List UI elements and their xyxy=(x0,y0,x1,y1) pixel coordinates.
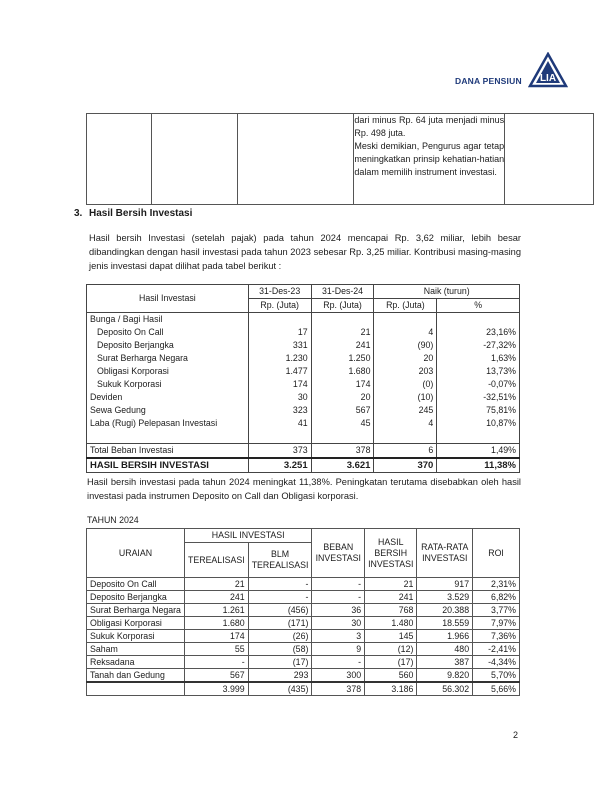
table-cell: 1,49% xyxy=(437,444,520,459)
table-cell: 378 xyxy=(312,682,365,696)
table-cell xyxy=(248,313,311,327)
table-cell: 378 xyxy=(311,444,374,459)
table-cell: - xyxy=(248,591,312,604)
table-cell: 10,87% xyxy=(437,417,520,430)
table-cell: 241 xyxy=(184,591,248,604)
note-line-2: Meski demikian, Pengurus agar tetap meningkatkan prinsip kehatian-hatian dalam memilih instrument investasi. xyxy=(354,141,505,177)
table-cell xyxy=(87,430,249,444)
total-row xyxy=(87,682,520,696)
table-cell: 18.559 xyxy=(417,617,473,630)
table-cell: (26) xyxy=(248,630,312,643)
table-row xyxy=(87,365,520,378)
table-cell: -32,51% xyxy=(437,391,520,404)
table-row xyxy=(87,578,520,591)
previous-table-continuation xyxy=(86,113,594,205)
table-cell: Sewa Gedung xyxy=(87,404,249,417)
table-cell: 3.529 xyxy=(417,591,473,604)
table-cell: 11,38% xyxy=(437,458,520,473)
table-cell: 203 xyxy=(374,365,437,378)
table-cell: 56.302 xyxy=(417,682,473,696)
logo-text: LIA xyxy=(539,73,557,84)
table-cell: 20 xyxy=(374,352,437,365)
col-header-naik: Naik (turun) xyxy=(374,285,520,299)
unit-header: Rp. (Juta) xyxy=(311,299,374,313)
col-header-hasil-bersih: HASIL BERSIH INVESTASI xyxy=(365,529,417,578)
table-cell xyxy=(374,430,437,444)
table-cell xyxy=(248,430,311,444)
table-row xyxy=(87,285,520,299)
roi-table xyxy=(86,528,520,696)
table-cell: 1.477 xyxy=(248,365,311,378)
table-cell: 3 xyxy=(312,630,365,643)
table-cell: 7,97% xyxy=(473,617,520,630)
table-cell: 560 xyxy=(365,669,417,683)
table-row xyxy=(87,430,520,444)
table-cell: 5,70% xyxy=(473,669,520,683)
brand-name: DANA PENSIUN xyxy=(455,76,522,86)
table-cell: 1.966 xyxy=(417,630,473,643)
table-cell xyxy=(87,682,185,696)
table-cell: -27,32% xyxy=(437,339,520,352)
unit-header: % xyxy=(437,299,520,313)
table-cell: 30 xyxy=(248,391,311,404)
table-cell: 145 xyxy=(365,630,417,643)
table-cell: Deviden xyxy=(87,391,249,404)
table-cell: (90) xyxy=(374,339,437,352)
unit-header: Rp. (Juta) xyxy=(374,299,437,313)
table-cell: 21 xyxy=(311,326,374,339)
table-row xyxy=(87,326,520,339)
col-header-beban: BEBAN INVESTASI xyxy=(312,529,365,578)
note-line-1: dari minus Rp. 64 juta menjadi minus Rp. 498 juta. xyxy=(354,115,505,138)
table-cell: (171) xyxy=(248,617,312,630)
group-label: Bunga / Bagi Hasil xyxy=(87,313,249,327)
table-cell: 3.251 xyxy=(248,458,311,473)
table-row xyxy=(87,669,520,683)
table-cell: 7,36% xyxy=(473,630,520,643)
col-header-uraian: URAIAN xyxy=(87,529,185,578)
table-cell: 30 xyxy=(312,617,365,630)
table-cell: (456) xyxy=(248,604,312,617)
hasil-bersih-row xyxy=(87,458,520,473)
page-number: 2 xyxy=(513,730,519,740)
table-cell: Saham xyxy=(87,643,185,656)
table-row xyxy=(87,339,520,352)
table-cell: Surat Berharga Negara xyxy=(87,604,185,617)
table-row xyxy=(87,656,520,669)
table-row xyxy=(87,604,520,617)
empty-cell xyxy=(151,114,237,205)
table-cell: 21 xyxy=(184,578,248,591)
table-row xyxy=(87,313,520,327)
table-cell: (12) xyxy=(365,643,417,656)
empty-cell xyxy=(237,114,354,205)
col-header-2023: 31-Des-23 xyxy=(248,285,311,299)
table-cell: Total Beban Investasi xyxy=(87,444,249,459)
table-cell: 480 xyxy=(417,643,473,656)
table-cell: (435) xyxy=(248,682,312,696)
table-cell: -2,41% xyxy=(473,643,520,656)
table-cell: 6 xyxy=(374,444,437,459)
col-header-2024: 31-Des-24 xyxy=(311,285,374,299)
table-cell: 768 xyxy=(365,604,417,617)
table-cell: 55 xyxy=(184,643,248,656)
table-cell: Deposito On Call xyxy=(87,578,185,591)
table-row xyxy=(87,378,520,391)
table-cell: 1.680 xyxy=(311,365,374,378)
table-cell: 3.186 xyxy=(365,682,417,696)
table-cell: 174 xyxy=(311,378,374,391)
table-cell: 20.388 xyxy=(417,604,473,617)
table-row xyxy=(87,352,520,365)
table-cell: Tanah dan Gedung xyxy=(87,669,185,683)
table-cell: 370 xyxy=(374,458,437,473)
table-cell: -4,34% xyxy=(473,656,520,669)
total-beban-row xyxy=(87,444,520,459)
company-logo xyxy=(528,52,568,88)
table-cell: 4 xyxy=(374,417,437,430)
table-cell: (17) xyxy=(365,656,417,669)
table-cell: (58) xyxy=(248,643,312,656)
intro-paragraph: Hasil bersih Investasi (setelah pajak) pada tahun 2024 mencapai Rp. 3,62 miliar, lebih besar dibandingkan dengan hasil investasi pada tahun 2023 sebesar Rp. 3,25 miliar. Kontribusi masing-masing jenis investasi dapat dilihat pada tabel berikut : xyxy=(89,233,521,271)
table-cell: 3.999 xyxy=(184,682,248,696)
table-cell: - xyxy=(312,656,365,669)
table-cell: 387 xyxy=(417,656,473,669)
table-cell: 17 xyxy=(248,326,311,339)
table-cell: (17) xyxy=(248,656,312,669)
table-cell: 5,66% xyxy=(473,682,520,696)
after-table-paragraph: Hasil bersih investasi pada tahun 2024 meningkat 11,38%. Peningkatan terutama disebabkan oleh hasil investasi pada instrumen Deposito on Call dan Obligasi korporasi. xyxy=(87,477,521,501)
table-cell: Sukuk Korporasi xyxy=(87,378,249,391)
table-row xyxy=(87,114,594,205)
col-header-terealisasi: TEREALISASI xyxy=(184,543,248,578)
table-cell: 917 xyxy=(417,578,473,591)
table-cell: -0,07% xyxy=(437,378,520,391)
table-row xyxy=(87,529,520,543)
col-header-blm-terealisasi: BLM TEREALISASI xyxy=(248,543,312,578)
table-cell: 331 xyxy=(248,339,311,352)
table-cell: 174 xyxy=(184,630,248,643)
table-cell: - xyxy=(312,578,365,591)
table-cell: 300 xyxy=(312,669,365,683)
table-cell: Deposito On Call xyxy=(87,326,249,339)
table-row xyxy=(87,617,520,630)
table-row xyxy=(87,591,520,604)
table-cell: Sukuk Korporasi xyxy=(87,630,185,643)
table-cell: 323 xyxy=(248,404,311,417)
table-cell: - xyxy=(312,591,365,604)
table-cell: 2,31% xyxy=(473,578,520,591)
table-cell: 567 xyxy=(184,669,248,683)
table-cell: 4 xyxy=(374,326,437,339)
table-cell: 9.820 xyxy=(417,669,473,683)
table-cell xyxy=(437,313,520,327)
table-cell: 567 xyxy=(311,404,374,417)
table-cell: 45 xyxy=(311,417,374,430)
table-cell: Surat Berharga Negara xyxy=(87,352,249,365)
table-cell: 1.480 xyxy=(365,617,417,630)
hasil-investasi-table xyxy=(86,284,520,473)
unit-header: Rp. (Juta) xyxy=(248,299,311,313)
table-cell xyxy=(374,313,437,327)
table-cell: 75,81% xyxy=(437,404,520,417)
table-cell: 1.230 xyxy=(248,352,311,365)
table-cell: 6,82% xyxy=(473,591,520,604)
table-cell xyxy=(311,430,374,444)
year-label: TAHUN 2024 xyxy=(87,515,139,525)
table-cell: HASIL BERSIH INVESTASI xyxy=(87,458,249,473)
table-cell: (0) xyxy=(374,378,437,391)
table-cell: 1.261 xyxy=(184,604,248,617)
empty-cell xyxy=(87,114,152,205)
table-cell: 241 xyxy=(365,591,417,604)
table-cell: 1.250 xyxy=(311,352,374,365)
col-header-rata-rata: RATA-RATA INVESTASI xyxy=(417,529,473,578)
table-cell: 241 xyxy=(311,339,374,352)
table-cell: (10) xyxy=(374,391,437,404)
table-cell xyxy=(437,430,520,444)
table-cell: 373 xyxy=(248,444,311,459)
table-row xyxy=(87,417,520,430)
table-row xyxy=(87,391,520,404)
table-cell: 3.621 xyxy=(311,458,374,473)
table-cell: Obligasi Korporasi xyxy=(87,617,185,630)
table-cell: Obligasi Korporasi xyxy=(87,365,249,378)
table-row xyxy=(87,630,520,643)
table-cell: - xyxy=(248,578,312,591)
empty-cell xyxy=(505,114,594,205)
table-cell: 1,63% xyxy=(437,352,520,365)
table-cell: Deposito Berjangka xyxy=(87,591,185,604)
section-title: Hasil Bersih Investasi xyxy=(89,208,193,219)
table-cell: 41 xyxy=(248,417,311,430)
col-header-label: Hasil Investasi xyxy=(87,285,249,313)
table-cell xyxy=(311,313,374,327)
table-row xyxy=(87,643,520,656)
table-cell: 23,16% xyxy=(437,326,520,339)
table-cell: 293 xyxy=(248,669,312,683)
note-cell xyxy=(354,114,505,205)
col-header-hasil-investasi: HASIL INVESTASI xyxy=(184,529,311,543)
table-cell: 21 xyxy=(365,578,417,591)
col-header-roi: ROI xyxy=(473,529,520,578)
table-cell: Deposito Berjangka xyxy=(87,339,249,352)
table-cell: Laba (Rugi) Pelepasan Investasi xyxy=(87,417,249,430)
section-number: 3. xyxy=(74,208,83,219)
table-row xyxy=(87,404,520,417)
table-cell: 13,73% xyxy=(437,365,520,378)
table-cell: 3,77% xyxy=(473,604,520,617)
table-cell: 9 xyxy=(312,643,365,656)
table-cell: 1.680 xyxy=(184,617,248,630)
table-cell: 20 xyxy=(311,391,374,404)
table-cell: Reksadana xyxy=(87,656,185,669)
table-cell: 245 xyxy=(374,404,437,417)
table-cell: 174 xyxy=(248,378,311,391)
table-cell: - xyxy=(184,656,248,669)
table-cell: 36 xyxy=(312,604,365,617)
